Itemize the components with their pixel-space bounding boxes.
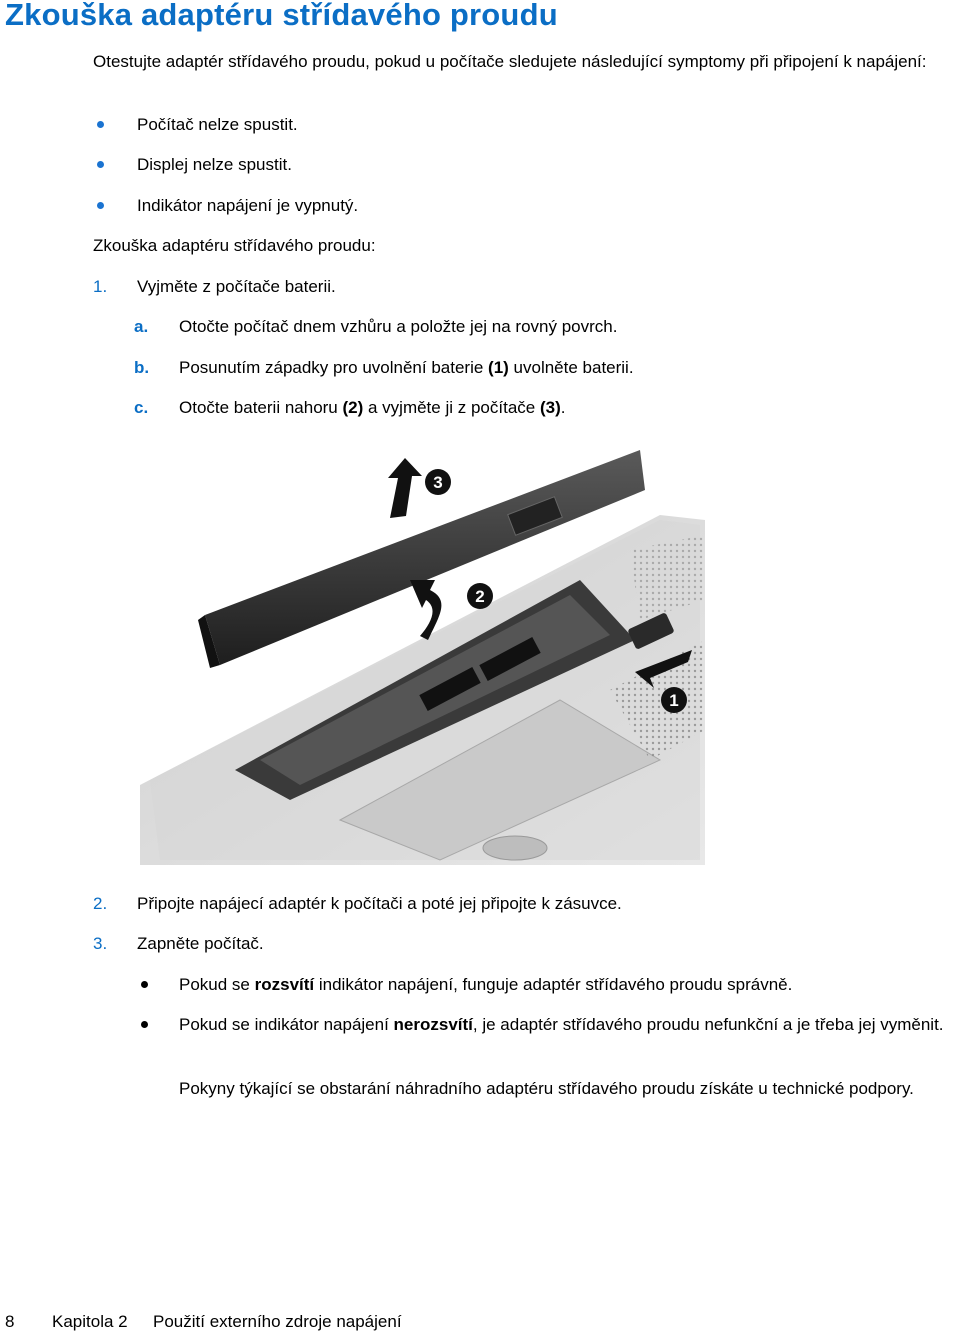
symptom-item: Počítač nelze spustit. — [137, 115, 298, 134]
footer-chapter: Kapitola 2 — [52, 1312, 128, 1331]
substep-text-part: Posunutím západky pro uvolnění baterie — [179, 358, 489, 377]
substep-letter: b. — [134, 358, 150, 377]
arrow-up-icon — [388, 458, 422, 518]
step-number: 3. — [93, 934, 108, 953]
callout-3 — [425, 469, 451, 495]
result-text-part: Pokud se indikátor napájení — [179, 1015, 394, 1034]
callout-reference: (3) — [539, 398, 561, 417]
step-number: 2. — [93, 894, 108, 913]
callout-1 — [661, 687, 687, 713]
callout-label: 1 — [669, 691, 679, 710]
bullet-icon — [141, 981, 148, 988]
substep-text-part: Otočte baterii nahoru — [179, 398, 343, 417]
callout-label: 3 — [433, 473, 443, 492]
test-heading: Zkouška adaptéru střídavého proudu: — [93, 236, 376, 255]
symptom-item: Indikátor napájení je vypnutý. — [137, 196, 359, 215]
callout-reference: (2) — [342, 398, 364, 417]
battery-removal-illustration — [140, 440, 710, 870]
result-emphasis: rozsvítí — [254, 975, 315, 994]
symptom-item: Displej nelze spustit. — [137, 155, 292, 174]
step-text: Vyjměte z počítače baterii. — [137, 277, 336, 296]
bullet-icon — [97, 121, 104, 128]
callout-2 — [467, 583, 493, 609]
substep-text: Otočte počítač dnem vzhůru a položte jej na rovný povrch. — [179, 317, 618, 336]
result-text-part: Pokud se — [179, 975, 255, 994]
footer-chapter-title: Použití externího zdroje napájení — [153, 1312, 402, 1331]
page-title: Zkouška adaptéru střídavého proudu — [5, 0, 558, 32]
result-text-part: , je adaptér střídavého proudu nefunkční a je třeba jej vyměnit. — [472, 1015, 944, 1034]
substep-letter: a. — [134, 317, 149, 336]
bullet-icon — [141, 1021, 148, 1028]
substep-text-part: a vyjměte ji z počítače — [363, 398, 540, 417]
substep-text — [179, 357, 634, 379]
substep-text — [179, 397, 565, 419]
bullet-icon — [97, 161, 104, 168]
step-text: Připojte napájecí adaptér k počítači a poté jej připojte k zásuvce. — [137, 894, 622, 913]
result-text-part: indikátor napájení, funguje adaptér střídavého proudu správně. — [314, 975, 793, 994]
step-number: 1. — [93, 277, 108, 296]
result-item — [179, 1013, 959, 1036]
page-number: 8 — [5, 1312, 15, 1331]
substep-text-part: uvolněte baterii. — [508, 358, 634, 377]
substep-letter: c. — [134, 398, 149, 417]
callout-label: 2 — [475, 587, 485, 606]
result-item — [179, 974, 792, 996]
support-note: Pokyny týkající se obstarání náhradního adaptéru střídavého proudu získáte u technické podpory. — [179, 1079, 914, 1098]
step-text: Zapněte počítač. — [137, 934, 264, 953]
callout-reference: (1) — [488, 358, 509, 377]
substep-text-part: . — [560, 398, 566, 417]
intro-paragraph: Otestujte adaptér střídavého proudu, pokud u počítače sledujete následující symptomy při připojení k napájení: — [93, 52, 927, 71]
result-emphasis: nerozsvítí — [393, 1015, 473, 1034]
bullet-icon — [97, 202, 104, 209]
